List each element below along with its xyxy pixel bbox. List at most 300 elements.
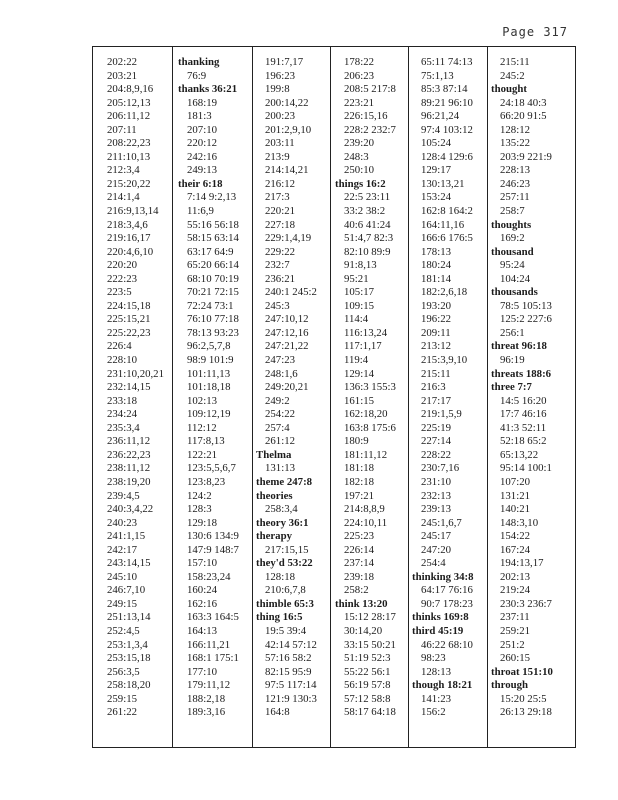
- index-entry: 70:21 72:15: [187, 286, 239, 299]
- index-entry: 141:23: [421, 692, 451, 705]
- index-entry: 121:9 130:3: [265, 692, 317, 705]
- index-entry: 241:1,15: [107, 530, 146, 543]
- index-entry: 164:11,16: [421, 218, 465, 231]
- index-entry: 33:15 50:21: [344, 638, 396, 651]
- index-entry: 122:21: [187, 448, 217, 461]
- index-entry: 168:19: [187, 96, 217, 109]
- index-entry: 82:15 95:9: [265, 665, 312, 678]
- index-entry: 168:1 175:1: [187, 652, 239, 665]
- index-headword: theory 36:1: [256, 516, 309, 529]
- index-entry: 52:18 65:2: [500, 435, 547, 448]
- index-entry: 258:2: [344, 584, 369, 597]
- index-entry: 231:10: [421, 475, 451, 488]
- index-entry: 236:11,12: [107, 435, 151, 448]
- index-entry: 19:5 39:4: [265, 624, 307, 637]
- index-entry: 232:13: [421, 489, 451, 502]
- index-entry: 220:21: [265, 205, 295, 218]
- index-entry: 214:1,4: [107, 191, 140, 204]
- index-entry: 225:15,21: [107, 313, 151, 326]
- index-entry: 224:15,18: [107, 299, 151, 312]
- index-entry: 128:13: [421, 665, 451, 678]
- index-entry: 261:22: [107, 706, 137, 719]
- index-entry: 203:9 221:9: [500, 150, 552, 163]
- index-entry: 63:17 64:9: [187, 245, 234, 258]
- index-entry: 223:5: [107, 286, 132, 299]
- index-entry: 58:17 64:18: [344, 706, 396, 719]
- index-entry: 204:8,9,16: [107, 83, 154, 96]
- index-entry: 210:6,7,8: [265, 584, 306, 597]
- index-entry: 178:13: [421, 245, 451, 258]
- index-entry: 119:4: [344, 354, 369, 367]
- index-entry: 30:14,20: [344, 624, 383, 637]
- index-entry: 236:21: [265, 272, 295, 285]
- index-entry: 200:23: [265, 110, 295, 123]
- index-entry: 157:10: [187, 557, 217, 570]
- index-entry: 15:12 28:17: [344, 611, 396, 624]
- index-entry: 109:15: [344, 299, 374, 312]
- index-entry: 239:4,5: [107, 489, 140, 502]
- index-entry: 225:22,23: [107, 326, 151, 339]
- index-entry: 226:15,16: [344, 110, 388, 123]
- index-headword: thousands: [491, 286, 538, 299]
- index-entry: 229:22: [265, 245, 295, 258]
- index-entry: 129:17: [421, 164, 451, 177]
- index-entry: 208:22,23: [107, 137, 151, 150]
- index-entry: 243:14,15: [107, 557, 151, 570]
- index-column-5: [412, 56, 490, 720]
- index-entry: 65:11 74:13: [421, 56, 473, 68]
- index-entry: 260:15: [500, 652, 530, 665]
- index-entry: 256:1: [500, 326, 525, 339]
- index-entry: 182:2,6,18: [421, 286, 468, 299]
- index-column-4: [335, 56, 413, 720]
- index-entry: 228:22: [421, 448, 451, 461]
- index-entry: 66:20 91:5: [500, 110, 547, 123]
- index-entry: 226:4: [107, 340, 132, 353]
- index-entry: 224:10,11: [344, 516, 388, 529]
- index-entry: 225:19: [421, 421, 451, 434]
- index-entry: 164:13: [187, 624, 217, 637]
- index-entry: 245:2: [500, 69, 525, 82]
- index-entry: 129:18: [187, 516, 217, 529]
- index-entry: 239:20: [344, 137, 374, 150]
- index-entry: 42:14 57:12: [265, 638, 317, 651]
- index-column-6: [491, 56, 569, 720]
- index-entry: 109:12,19: [187, 408, 231, 421]
- index-headword: thinking 34:8: [412, 570, 474, 583]
- index-entry: 227:14: [421, 435, 451, 448]
- index-entry: 40:6 41:24: [344, 218, 391, 231]
- index-entry: 247:21,22: [265, 340, 309, 353]
- index-entry: 180:9: [344, 435, 369, 448]
- index-entry: 228:2 232:7: [344, 123, 396, 136]
- index-entry: 96:2,5,7,8: [187, 340, 231, 353]
- index-entry: 215:3,9,10: [421, 354, 468, 367]
- index-entry: 233:18: [107, 394, 137, 407]
- index-headword: three 7:7: [491, 381, 532, 394]
- index-entry: 78:13 93:23: [187, 326, 239, 339]
- index-entry: 97:5 117:14: [265, 679, 317, 692]
- index-entry: 22:5 23:11: [344, 191, 391, 204]
- index-entry: 117:8,13: [187, 435, 225, 448]
- index-entry: 249:2: [265, 394, 290, 407]
- index-entry: 124:2: [187, 489, 212, 502]
- index-entry: 135:22: [500, 137, 530, 150]
- index-entry: 7:14 9:2,13: [187, 191, 237, 204]
- index-entry: 153:24: [421, 191, 451, 204]
- index-entry: 254:22: [265, 408, 295, 421]
- index-entry: 246:23: [500, 177, 530, 190]
- index-entry: 207:10: [187, 123, 217, 136]
- index-entry: 182:18: [344, 475, 374, 488]
- index-entry: 101:18,18: [187, 381, 231, 394]
- index-entry: 213:12: [421, 340, 451, 353]
- index-column-1: [107, 56, 185, 720]
- index-entry: 11:6,9: [187, 205, 214, 218]
- index-entry: 46:22 68:10: [421, 638, 473, 651]
- index-entry: 169:2: [500, 232, 525, 245]
- index-entry: 216:3: [421, 381, 446, 394]
- index-entry: 215:20,22: [107, 177, 151, 190]
- index-entry: 96:19: [500, 354, 525, 367]
- index-entry: 217:17: [421, 394, 451, 407]
- index-entry: 240:3,4,22: [107, 503, 154, 516]
- index-headword: Thelma: [256, 448, 292, 461]
- index-entry: 57:16 58:2: [265, 652, 312, 665]
- index-entry: 131:13: [265, 462, 295, 475]
- index-entry: 228:10: [107, 354, 137, 367]
- index-entry: 250:10: [344, 164, 374, 177]
- index-entry: 230:7,16: [421, 462, 460, 475]
- index-entry: 230:3 236:7: [500, 597, 552, 610]
- index-entry: 196:22: [421, 313, 451, 326]
- index-entry: 78:5 105:13: [500, 299, 552, 312]
- index-entry: 125:2 227:6: [500, 313, 552, 326]
- index-entry: 197:21: [344, 489, 374, 502]
- index-entry: 104:24: [500, 272, 530, 285]
- index-entry: 128:18: [265, 570, 295, 583]
- index-entry: 95:24: [500, 259, 525, 272]
- index-entry: 234:24: [107, 408, 137, 421]
- index-entry: 65:20 66:14: [187, 259, 239, 272]
- index-headword: their 6:18: [178, 177, 223, 190]
- index-entry: 222:23: [107, 272, 137, 285]
- index-entry: 247:23: [265, 354, 295, 367]
- index-entry: 162:8 164:2: [421, 205, 473, 218]
- index-entry: 58:15 63:14: [187, 232, 239, 245]
- index-entry: 161:15: [344, 394, 374, 407]
- index-entry: 202:13: [500, 570, 530, 583]
- index-entry: 166:6 176:5: [421, 232, 473, 245]
- index-entry: 189:3,16: [187, 706, 226, 719]
- index-entry: 75:1,13: [421, 69, 454, 82]
- index-entry: 51:4,7 82:3: [344, 232, 394, 245]
- index-entry: 82:10 89:9: [344, 245, 391, 258]
- index-entry: 181:11,12: [344, 448, 388, 461]
- index-entry: 219:1,5,9: [421, 408, 462, 421]
- index-column-3: [256, 56, 334, 720]
- index-entry: 253:1,3,4: [107, 638, 148, 651]
- index-entry: 130:6 134:9: [187, 530, 239, 543]
- index-entry: 166:11,21: [187, 638, 231, 651]
- index-entry: 136:3 155:3: [344, 381, 396, 394]
- index-entry: 245:1,6,7: [421, 516, 462, 529]
- index-headword: third 45:19: [412, 624, 464, 637]
- index-entry: 188:2,18: [187, 692, 226, 705]
- index-headword: thousand: [491, 245, 534, 258]
- index-entry: 245:10: [107, 570, 137, 583]
- index-entry: 207:11: [107, 123, 137, 136]
- index-entry: 147:9 148:7: [187, 543, 239, 556]
- index-headword: through: [491, 679, 529, 692]
- index-entry: 102:13: [187, 394, 217, 407]
- index-entry: 201:2,9,10: [265, 123, 312, 136]
- index-entry: 237:11: [500, 611, 530, 624]
- index-entry: 249:20,21: [265, 381, 309, 394]
- index-entry: 55:16 56:18: [187, 218, 239, 231]
- index-entry: 251:2: [500, 638, 525, 651]
- index-entry: 56:19 57:8: [344, 679, 391, 692]
- index-entry: 245:17: [421, 530, 451, 543]
- index-entry: 228:13: [500, 164, 530, 177]
- index-entry: 252:4,5: [107, 624, 140, 637]
- index-headword: think 13:20: [335, 597, 388, 610]
- index-entry: 238:19,20: [107, 475, 151, 488]
- index-entry: 232:14,15: [107, 381, 151, 394]
- index-entry: 219:24: [500, 584, 530, 597]
- index-entry: 220:20: [107, 259, 137, 272]
- index-headword: they'd 53:22: [256, 557, 313, 570]
- index-headword: things 16:2: [335, 177, 386, 190]
- index-entry: 33:2 38:2: [344, 205, 386, 218]
- index-entry: 223:21: [344, 96, 374, 109]
- index-headword: thanks 36:21: [178, 83, 238, 96]
- index-entry: 247:12,16: [265, 326, 309, 339]
- index-entry: 26:13 29:18: [500, 706, 552, 719]
- index-entry: 220:12: [187, 137, 217, 150]
- index-entry: 128:3: [187, 503, 212, 516]
- index-entry: 240:1 245:2: [265, 286, 317, 299]
- index-entry: 216:9,13,14: [107, 205, 159, 218]
- index-entry: 239:13: [421, 503, 451, 516]
- index-headword: thimble 65:3: [256, 597, 314, 610]
- index-entry: 194:13,17: [500, 557, 544, 570]
- index-entry: 89:21 96:10: [421, 96, 473, 109]
- index-entry: 217:3: [265, 191, 290, 204]
- index-entry: 148:3,10: [500, 516, 539, 529]
- index-entry: 24:18 40:3: [500, 96, 547, 109]
- index-entry: 17:7 46:16: [500, 408, 547, 421]
- index-entry: 240:23: [107, 516, 137, 529]
- index-entry: 238:11,12: [107, 462, 151, 475]
- index-entry: 253:15,18: [107, 652, 151, 665]
- index-headword: threat 96:18: [491, 340, 547, 353]
- index-entry: 101:11,13: [187, 367, 231, 380]
- index-entry: 164:8: [265, 706, 290, 719]
- index-entry: 114:4: [344, 313, 369, 326]
- index-entry: 65:13,22: [500, 448, 539, 461]
- index-entry: 72:24 73:1: [187, 299, 234, 312]
- index-entry: 180:24: [421, 259, 451, 272]
- page-number: Page 317: [502, 25, 568, 39]
- index-entry: 239:18: [344, 570, 374, 583]
- index-entry: 76:9: [187, 69, 207, 82]
- index-entry: 193:20: [421, 299, 451, 312]
- index-entry: 163:8 175:6: [344, 421, 396, 434]
- index-entry: 107:20: [500, 475, 530, 488]
- index-entry: 130:13,21: [421, 177, 465, 190]
- index-entry: 216:12: [265, 177, 295, 190]
- index-entry: 105:24: [421, 137, 451, 150]
- index-entry: 220:4,6,10: [107, 245, 154, 258]
- index-entry: 41:3 52:11: [500, 421, 547, 434]
- index-entry: 15:20 25:5: [500, 692, 547, 705]
- index-entry: 57:12 58:8: [344, 692, 391, 705]
- index-entry: 249:15: [107, 597, 137, 610]
- index-entry: 251:13,14: [107, 611, 151, 624]
- index-headword: thought: [491, 83, 528, 96]
- index-entry: 95:21: [344, 272, 369, 285]
- index-entry: 181:14: [421, 272, 451, 285]
- index-entry: 156:2: [421, 706, 446, 719]
- index-entry: 247:10,12: [265, 313, 309, 326]
- index-entry: 261:12: [265, 435, 295, 448]
- index-entry: 95:14 100:1: [500, 462, 552, 475]
- index-headword: theories: [256, 489, 293, 502]
- index-entry: 258:3,4: [265, 503, 298, 516]
- index-entry: 196:23: [265, 69, 295, 82]
- index-entry: 178:22: [344, 56, 374, 68]
- index-entry: 254:4: [421, 557, 446, 570]
- index-entry: 85:3 87:14: [421, 83, 468, 96]
- index-headword: throat 151:10: [491, 665, 553, 678]
- index-entry: 206:11,12: [107, 110, 151, 123]
- index-entry: 154:22: [500, 530, 530, 543]
- index-entry: 214:14,21: [265, 164, 309, 177]
- index-entry: 177:10: [187, 665, 217, 678]
- index-entry: 211:10,13: [107, 150, 151, 163]
- index-entry: 248:1,6: [265, 367, 298, 380]
- index-entry: 225:23: [344, 530, 374, 543]
- index-entry: 117:1,17: [344, 340, 382, 353]
- index-entry: 90:7 178:23: [421, 597, 473, 610]
- index-entry: 259:15: [107, 692, 137, 705]
- index-entry: 191:7,17: [265, 56, 304, 68]
- index-entry: 258:7: [500, 205, 525, 218]
- index-entry: 242:17: [107, 543, 137, 556]
- index-entry: 129:14: [344, 367, 374, 380]
- index-entry: 206:23: [344, 69, 374, 82]
- index-headword: thoughts: [491, 218, 532, 231]
- index-entry: 160:24: [187, 584, 217, 597]
- index-entry: 179:11,12: [187, 679, 231, 692]
- index-column-2: [178, 56, 256, 720]
- index-entry: 226:14: [344, 543, 374, 556]
- index-entry: 64:17 76:16: [421, 584, 473, 597]
- index-entry: 219:16,17: [107, 232, 151, 245]
- index-entry: 128:12: [500, 123, 530, 136]
- index-entry: 200:14,22: [265, 96, 309, 109]
- index-entry: 232:7: [265, 259, 290, 272]
- index-entry: 105:17: [344, 286, 374, 299]
- index-entry: 203:11: [265, 137, 295, 150]
- index-entry: 209:11: [421, 326, 451, 339]
- index-headword: threats 188:6: [491, 367, 552, 380]
- index-entry: 140:21: [500, 503, 530, 516]
- index-headword: thinks 169:8: [412, 611, 469, 624]
- index-entry: 98:9 101:9: [187, 354, 234, 367]
- index-entry: 242:16: [187, 150, 217, 163]
- index-entry: 167:24: [500, 543, 530, 556]
- index-entry: 236:22,23: [107, 448, 151, 461]
- index-entry: 202:22: [107, 56, 137, 68]
- index-headword: thanking: [178, 56, 220, 68]
- index-entry: 68:10 70:19: [187, 272, 239, 285]
- index-entry: 213:9: [265, 150, 290, 163]
- index-entry: 245:3: [265, 299, 290, 312]
- index-entry: 235:3,4: [107, 421, 140, 434]
- index-entry: 116:13,24: [344, 326, 388, 339]
- index-entry: 214:8,8,9: [344, 503, 385, 516]
- index-entry: 248:3: [344, 150, 369, 163]
- index-entry: 217:15,15: [265, 543, 309, 556]
- index-entry: 212:3,4: [107, 164, 140, 177]
- index-entry: 249:13: [187, 164, 217, 177]
- index-entry: 215:11: [421, 367, 451, 380]
- index-headword: therapy: [256, 530, 292, 543]
- index-headword: theme 247:8: [256, 475, 313, 488]
- index-entry: 76:10 77:18: [187, 313, 239, 326]
- index-entry: 246:7,10: [107, 584, 146, 597]
- index-entry: 258:18,20: [107, 679, 151, 692]
- index-entry: 96:21,24: [421, 110, 460, 123]
- index-entry: 55:22 56:1: [344, 665, 391, 678]
- index-entry: 256:3,5: [107, 665, 140, 678]
- index-entry: 91:8,13: [344, 259, 377, 272]
- index-entry: 51:19 52:3: [344, 652, 391, 665]
- index-headword: thing 16:5: [256, 611, 303, 624]
- index-entry: 259:21: [500, 624, 530, 637]
- index-headword: though 18:21: [412, 679, 473, 692]
- index-entry: 227:18: [265, 218, 295, 231]
- index-entry: 181:18: [344, 462, 374, 475]
- index-entry: 203:21: [107, 69, 137, 82]
- index-entry: 162:16: [187, 597, 217, 610]
- index-entry: 257:11: [500, 191, 530, 204]
- index-entry: 199:8: [265, 83, 290, 96]
- index-entry: 247:20: [421, 543, 451, 556]
- index-entry: 128:4 129:6: [421, 150, 473, 163]
- index-entry: 257:4: [265, 421, 290, 434]
- index-entry: 218:3,4,6: [107, 218, 148, 231]
- index-entry: 123:8,23: [187, 475, 226, 488]
- index-entry: 123:5,5,6,7: [187, 462, 236, 475]
- index-entry: 215:11: [500, 56, 530, 68]
- index-entry: 112:12: [187, 421, 217, 434]
- index-entry: 208:5 217:8: [344, 83, 396, 96]
- index-entry: 205:12,13: [107, 96, 151, 109]
- index-entry: 163:3 164:5: [187, 611, 239, 624]
- index-entry: 14:5 16:20: [500, 394, 547, 407]
- index-entry: 131:21: [500, 489, 530, 502]
- index-entry: 181:3: [187, 110, 212, 123]
- index-entry: 158:23,24: [187, 570, 231, 583]
- index-entry: 97:4 103:12: [421, 123, 473, 136]
- index-entry: 229:1,4,19: [265, 232, 312, 245]
- index-entry: 237:14: [344, 557, 374, 570]
- index-entry: 231:10,20,21: [107, 367, 164, 380]
- index-entry: 162:18,20: [344, 408, 388, 421]
